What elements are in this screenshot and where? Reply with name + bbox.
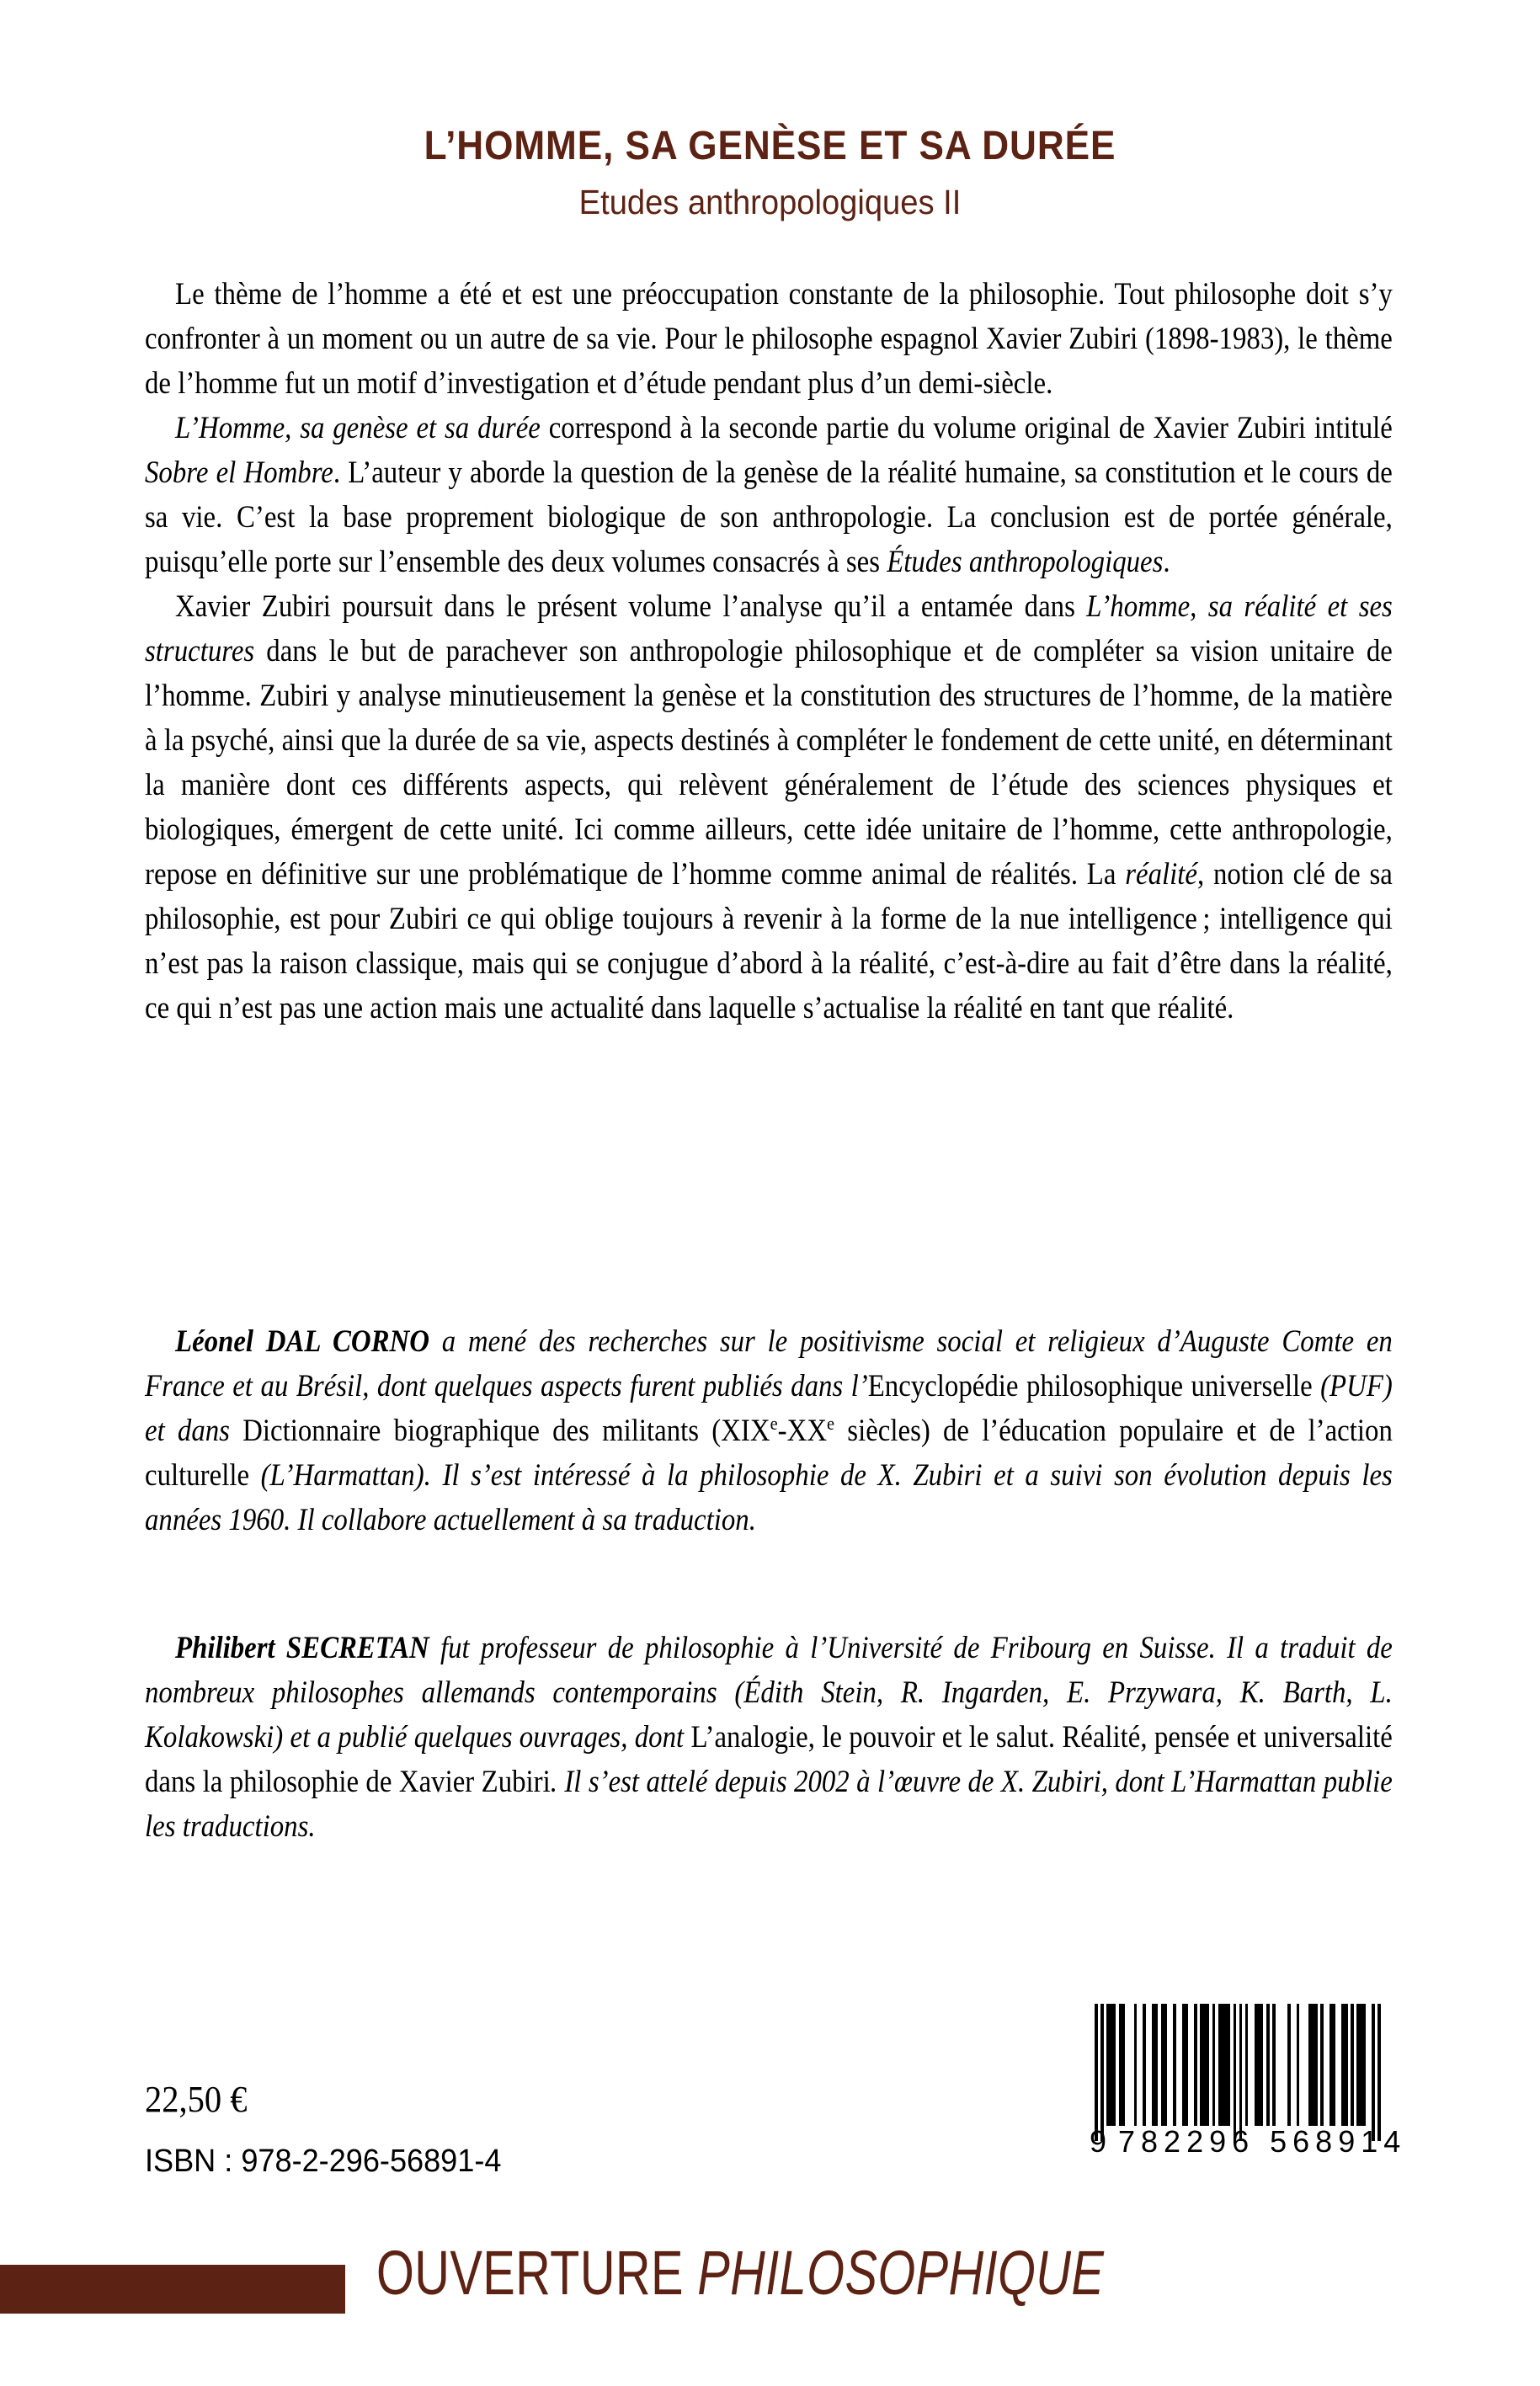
work-title-dictionnaire-part-3: siècles) de l’éducation populaire et de l’action culturelle (145, 1413, 1393, 1492)
isbn-label: ISBN : 978-2-296-56891-4 (145, 2144, 502, 2179)
bio-secretan-text-b: . Il s’est attelé depuis 2002 à l’œuvre de X. Zubiri, dont L’Harmattan publie les traductions. (145, 1764, 1393, 1843)
barcode-bar (1255, 2004, 1264, 2126)
imprint-name: OUVERTURE (376, 2238, 684, 2308)
blurb-text (145, 271, 1393, 1030)
barcode-right-group: 568914 (1270, 2124, 1407, 2159)
barcode-digits (1090, 2124, 1407, 2160)
ordinal-suffix-19e: e (770, 1412, 778, 1434)
barcode-bar (1200, 2004, 1209, 2126)
bio-dal-corno-text-a: a mené des recherches sur le positivisme social et religieux d’Auguste Comte en France et au Brésil, dont quelques aspects furent publiés dans l’ (145, 1323, 1393, 1403)
work-title-dictionnaire-part-2: -XX (777, 1413, 828, 1447)
blurb-paragraph-2-part-c: . (1163, 544, 1170, 578)
bio-secretan-text-a: fut professeur de philosophie à l’Université de Fribourg en Suisse. Il a traduit de nombreux philosophes allemands contemporains (Édith Stein, R. Ingarden, E. Przywara, K. Barth, L. Kolakowski) et a publié quelques ouvrages, dont (145, 1630, 1393, 1754)
ordinal-suffix-20e: e (827, 1412, 835, 1434)
blurb-paragraph-3 (145, 583, 1393, 1030)
bio-dal-corno-text-b: (PUF) et dans (145, 1368, 1393, 1447)
imprint-color-block (0, 2265, 345, 2314)
page-subtitle: Etudes anthropologiques II (578, 183, 962, 221)
author-bio-dal-corno (145, 1318, 1393, 1542)
barcode-bar (1119, 2004, 1125, 2126)
barcode-space (1167, 2004, 1173, 2126)
blurb-paragraph-3-part-c: , notion clé de sa philosophie, est pour Zubiri ce qui oblige toujours à revenir à la forme de la nue intelligence ; intelligence qui n’est pas la raison classique, mais qui se conjugue d’abord à la réalité, c’est-à-dire au fait d’être dans la réalité, ce qui n’est pas une action mais une actualité dans laquelle s’actualise la réalité en tant que réalité. (145, 856, 1393, 1025)
work-title-sobre-el-hombre: Sobre el Hombre (145, 455, 333, 489)
barcode-bar (1106, 2004, 1116, 2126)
barcode-bar (1182, 2004, 1188, 2126)
work-title-etudes-anthropologiques: Études anthropologiques (887, 544, 1164, 578)
barcode-bar (1218, 2004, 1230, 2126)
blurb-paragraph-1 (145, 271, 1393, 405)
barcode-space (1299, 2004, 1308, 2126)
work-title-lhomme-sa-genese: L’Homme, sa genèse et sa durée (175, 410, 541, 445)
work-title-dictionnaire-part-1: Dictionnaire biographique des militants (XIX (242, 1413, 770, 1447)
blurb-paragraph-1-text: Le thème de l’homme a été et est une préoccupation constante de la philosophie. Tout philosophe doit s’y confronter à un moment ou un autre de sa vie. Pour le philosophe espagnol Xavier Zubiri (1898-1983), le thème de l’homme fut un motif d’investigation et d’étude pendant plus d’un demi-siècle. (145, 276, 1393, 400)
blurb-paragraph-3-part-a: Xavier Zubiri poursuit dans le présent volume l’analyse qu’il a entamée dans (175, 589, 1087, 623)
bio-dal-corno-text-c: (L’Harmattan). Il s’est intéressé à la philosophie de X. Zubiri et a suivi son évolution depuis les années 1960. Il collabore actuellement à sa traduction. (145, 1457, 1393, 1537)
author-name-dal-corno: Léonel DAL CORNO (175, 1323, 429, 1358)
keyword-realite: réalité (1125, 856, 1197, 891)
author-bio-dal-corno-paragraph (145, 1318, 1393, 1542)
imprint-footer (0, 2238, 1540, 2311)
barcode-bar (1308, 2004, 1318, 2126)
barcode-bar (1330, 2004, 1335, 2126)
title-block (0, 126, 1540, 220)
barcode-space (1137, 2004, 1143, 2126)
barcode-space (1176, 2004, 1182, 2126)
author-bio-secretan-paragraph (145, 1625, 1393, 1848)
price-label: 22,50 € (145, 2079, 248, 2120)
barcode-space (1276, 2004, 1287, 2126)
barcode-bar (1356, 2004, 1366, 2126)
imprint-label (376, 2238, 1105, 2308)
barcode-bars (1095, 2004, 1381, 2134)
barcode-space (1366, 2004, 1372, 2126)
blurb-paragraph-3-part-b: dans le but de parachever son anthropologie philosophique et de compléter sa vision unitaire de l’homme. Zubiri y analyse minutieusement la genèse et la constitution des structures de l’homme, de la matière à la psyché, ainsi que la durée de sa vie, aspects destinés à compléter le fondement de cette unité, en déterminant la manière dont ces différents aspects, qui relèvent généralement de l’étude des sciences physiques et biologiques, émergent de cette unité. Ici comme ailleurs, cette idée unitaire de l’homme, cette anthropologie, repose en définitive sur une problématique de l’homme comme animal de réalités. La (145, 633, 1393, 891)
work-title-encyclopedie: Encyclopédie philosophique universelle (867, 1368, 1313, 1403)
author-name-secretan: Philibert SECRETAN (175, 1630, 429, 1664)
barcode-lead-digit: 9 (1090, 2124, 1109, 2159)
work-title-lhomme-sa-realite: L’homme, sa réalité et ses structures (145, 589, 1393, 668)
barcode-space (1188, 2004, 1194, 2126)
barcode-space (1146, 2004, 1152, 2126)
author-bio-secretan (145, 1625, 1393, 1848)
barcode-space (1291, 2004, 1297, 2126)
barcode (1090, 2004, 1407, 2176)
page-title: L’HOMME, SA GENÈSE ET SA DURÉE (424, 124, 1116, 168)
barcode-bar (1377, 2004, 1381, 2141)
barcode-space (1324, 2004, 1330, 2126)
work-title-lanalogie: L’analogie, le pouvoir et le salut. Réalité, pensée et universalité dans la philosophie de Xavier Zubiri (145, 1719, 1393, 1798)
barcode-space (1335, 2004, 1341, 2126)
barcode-space (1125, 2004, 1134, 2126)
imprint-series: PHILOSOPHIQUE (683, 2238, 1105, 2308)
barcode-bar (1341, 2004, 1347, 2126)
blurb-paragraph-2 (145, 405, 1393, 583)
blurb-paragraph-2-part-a: correspond à la seconde partie du volume original de Xavier Zubiri intitulé (540, 410, 1393, 445)
barcode-space (1248, 2004, 1254, 2126)
barcode-bar (1161, 2004, 1167, 2126)
barcode-bar (1152, 2004, 1158, 2126)
barcode-left-group: 782296 (1118, 2124, 1255, 2159)
blurb-paragraph-2-part-b: . L’auteur y aborde la question de la genèse de la réalité humaine, sa constitution et le cours de sa vie. C’est la base proprement biologique de son anthropologie. La conclusion est de portée générale, puisqu’elle porte sur l’ensemble des deux volumes consacrés à ses (145, 455, 1393, 578)
